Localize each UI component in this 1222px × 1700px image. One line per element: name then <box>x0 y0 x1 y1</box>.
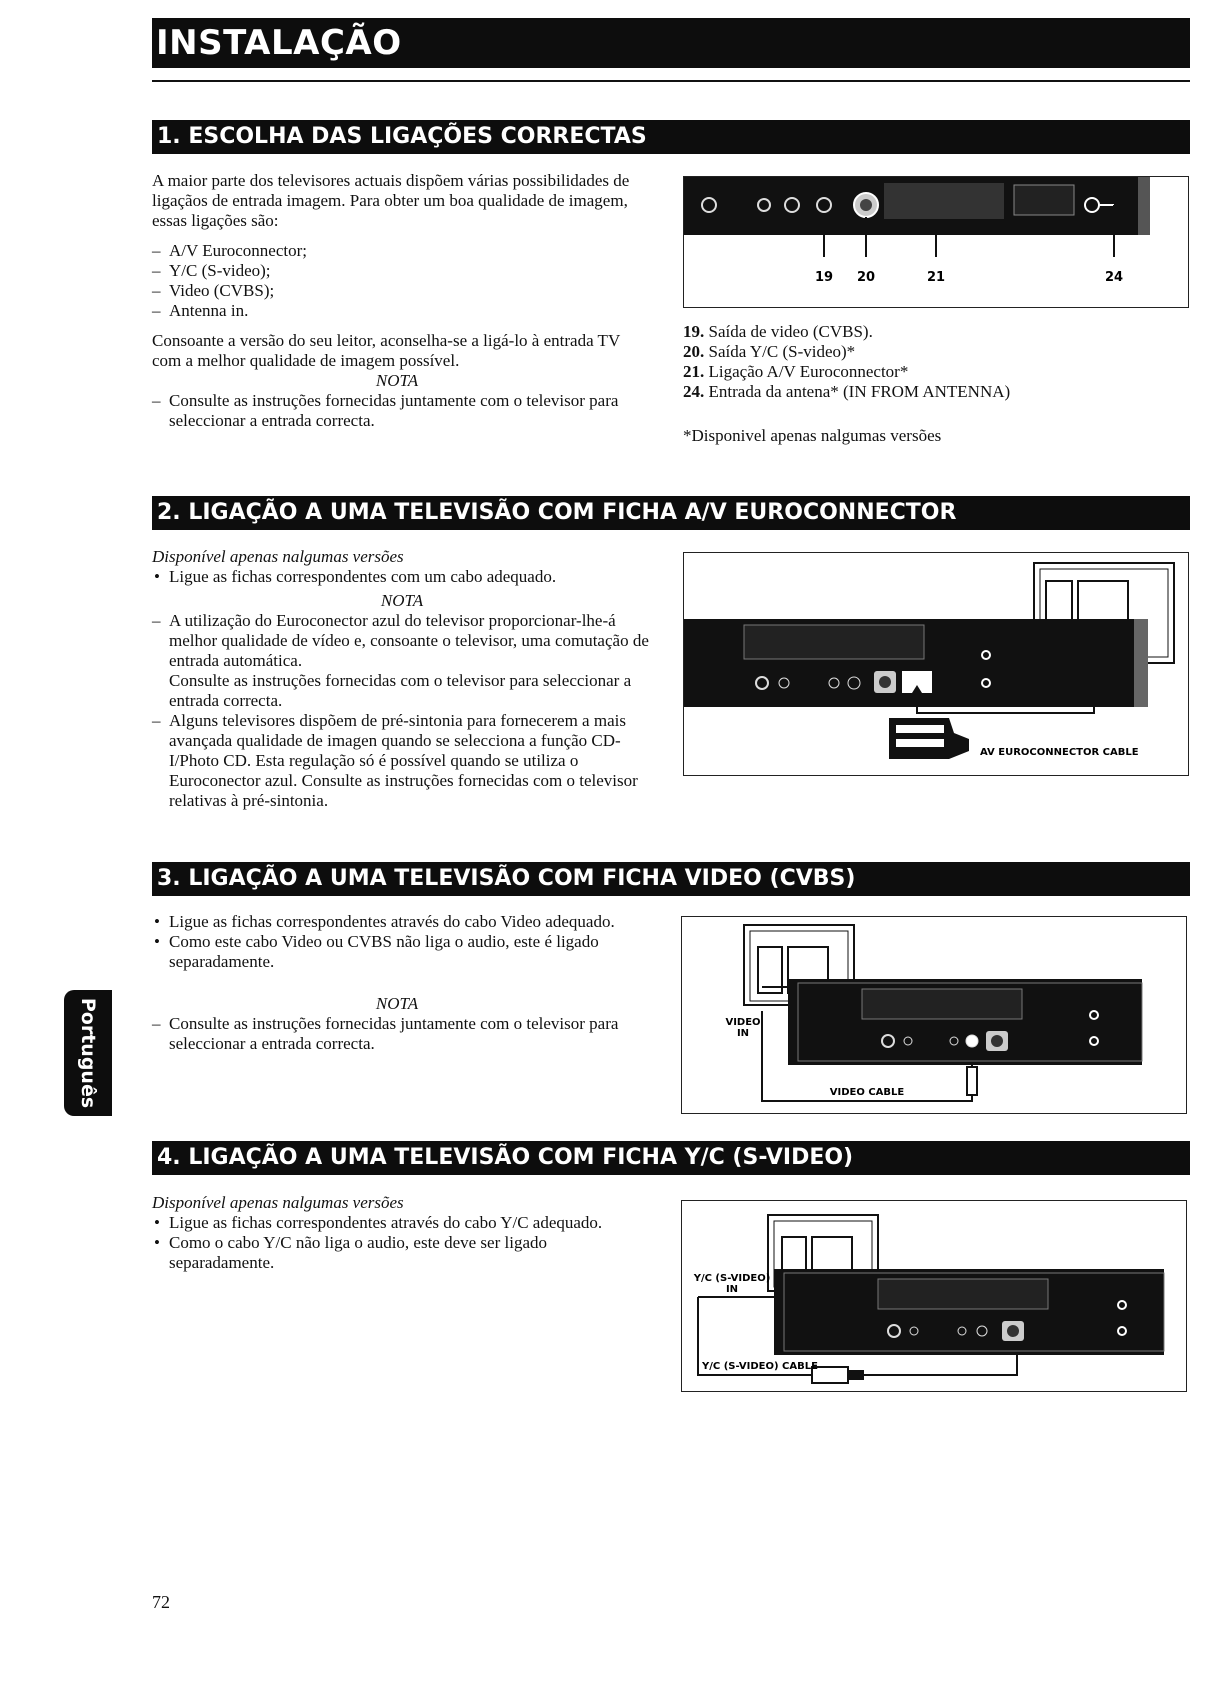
list-item: – Video (CVBS); <box>152 281 642 301</box>
section3-bullet: • Ligue as fichas correspondentes através do cabo Video adequado. <box>152 912 642 932</box>
euroconnector-figure <box>683 552 1189 776</box>
svideo-in-label-2: IN <box>725 1284 739 1295</box>
section4-bullet: • Ligue as fichas correspondentes através do cabo Y/C adequado. <box>152 1213 642 1233</box>
section2-text <box>152 547 652 811</box>
rear-panel-figure <box>683 176 1189 308</box>
nota-text: – Consulte as instruções fornecidas juntamente com o televisor para seleccionar a entrada correcta. <box>152 391 642 431</box>
list-item: – A/V Euroconnector; <box>152 241 642 261</box>
svideo-cable-figure <box>681 1200 1187 1392</box>
legend-text: Ligação A/V Euroconnector* <box>708 362 909 381</box>
section4-availability: Disponível apenas nalgumas versões <box>152 1193 404 1212</box>
section4-text <box>152 1193 642 1273</box>
page-title: INSTALAÇÃO <box>152 18 1190 68</box>
section3-nota-text: – Consulte as instruções fornecidas juntamente com o televisor para seleccionar a entrada correcta. <box>152 1014 642 1054</box>
section1-heading: 1. ESCOLHA DAS LIGAÇÕES CORRECTAS <box>152 120 1190 154</box>
section3-nota-label: NOTA <box>375 994 419 1013</box>
connection-list <box>152 241 642 321</box>
section1-intro: A maior parte dos televisores actuais dispõem várias possibilidades de ligaçãos de entrada imagem. Para obter um boa qualidade de imagem, essas ligações são: <box>152 171 630 230</box>
legend-num: 19. <box>683 322 705 341</box>
section4-bullet: • Como o cabo Y/C não liga o audio, este deve ser ligado separadamente. <box>152 1233 642 1273</box>
section4-heading: 4. LIGAÇÃO A UMA TELEVISÃO COM FICHA Y/C (S-VIDEO) <box>152 1141 1190 1175</box>
cable-label: AV EUROCONNECTOR CABLE <box>980 747 1139 758</box>
svideo-cable-label: Y/C (S-VIDEO) CABLE <box>702 1361 818 1372</box>
label-24: 24 <box>1104 270 1124 285</box>
legend-text: Saída de video (CVBS). <box>708 322 873 341</box>
video-cable-figure <box>681 916 1187 1114</box>
note1-text: A utilização do Euroconector azul do televisor proporcionar-lhe-á melhor qualidade de vídeo e, consoante o televisor, uma comutação de entrada automática. <box>169 611 649 670</box>
label-21: 21 <box>926 270 946 285</box>
label-19: 19 <box>814 270 834 285</box>
section1-nota <box>152 391 642 431</box>
section2-note2: – Alguns televisores dispõem de pré-sintonia para fornecerem a mais avançada qualidade de imagen quando se selecciona a função CD-I/Photo CD. Esta regulação só é possível quando se utiliza o Euroconector azul. Consulte as instruções fornecidas com o televisor relativas à pré-sintonia. <box>152 711 652 811</box>
language-label: Português <box>77 997 99 1109</box>
title-rule <box>152 80 1190 82</box>
rear-panel-diagram <box>684 177 1188 307</box>
section1-para: Consoante a versão do seu leitor, aconselha-se a ligá-lo à entrada TV com a melhor qualidade de imagem possível. <box>152 331 620 370</box>
svideo-cable-diagram <box>682 1201 1186 1391</box>
note1b-text: Consulte as instruções fornecidas com o televisor para seleccionar a entrada correcta. <box>169 671 632 710</box>
section1-text <box>152 171 642 431</box>
legend-num: 21. <box>683 362 705 381</box>
footnote: *Disponivel apenas nalgumas versões <box>683 426 942 445</box>
section2-note1 <box>152 611 652 711</box>
section2-nota-label: NOTA <box>380 591 424 610</box>
legend-item <box>683 382 1187 402</box>
svideo-in-label-1: Y/C (S-VIDEO) <box>693 1273 771 1284</box>
video-cable-label: VIDEO CABLE <box>829 1087 905 1098</box>
language-side-tab <box>64 990 112 1116</box>
video-cable-diagram <box>682 917 1186 1113</box>
section1-nota-label: NOTA <box>375 371 419 390</box>
list-item: – Y/C (S-video); <box>152 261 642 281</box>
legend-item <box>683 342 1187 362</box>
legend-text: Entrada da antena* (IN FROM ANTENNA) <box>708 382 1011 401</box>
label-20: 20 <box>856 270 876 285</box>
section3-bullet: • Como este cabo Video ou CVBS não liga o audio, este é ligado separadamente. <box>152 932 642 972</box>
euroconnector-diagram <box>684 553 1188 775</box>
legend-num: 24. <box>683 382 705 401</box>
section2-availability: Disponível apenas nalgumas versões <box>152 547 404 566</box>
page-number: 72 <box>152 1592 170 1612</box>
section2-heading: 2. LIGAÇÃO A UMA TELEVISÃO COM FICHA A/V EUROCONNECTOR <box>152 496 1190 530</box>
video-in-label-2: IN <box>736 1028 750 1039</box>
video-in-label-1: VIDEO <box>725 1017 761 1028</box>
legend-num: 20. <box>683 342 705 361</box>
section1-legend <box>683 322 1187 446</box>
legend-text: Saída Y/C (S-video)* <box>708 342 856 361</box>
legend-item <box>683 362 1187 382</box>
section2-bullet: • Ligue as fichas correspondentes com um cabo adequado. <box>152 567 652 587</box>
list-item: – Antenna in. <box>152 301 642 321</box>
legend-item <box>683 322 1187 342</box>
section3-text <box>152 912 642 1054</box>
section3-heading: 3. LIGAÇÃO A UMA TELEVISÃO COM FICHA VIDEO (CVBS) <box>152 862 1190 896</box>
